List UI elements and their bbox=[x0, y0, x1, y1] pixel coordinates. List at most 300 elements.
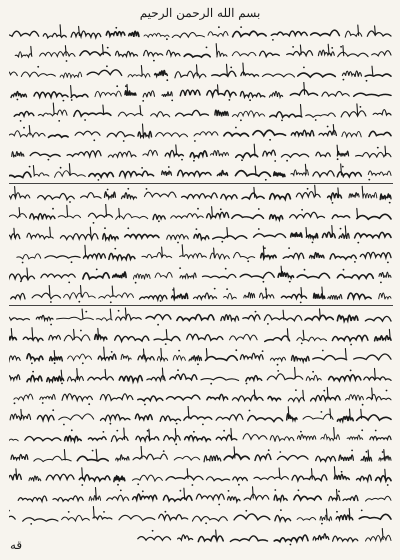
word-stroke bbox=[380, 194, 391, 200]
diacritic-dot bbox=[165, 511, 167, 513]
manuscript-line bbox=[9, 183, 393, 204]
word-stroke bbox=[290, 212, 325, 218]
diacritic-dot bbox=[375, 430, 377, 432]
word-stroke bbox=[88, 437, 106, 440]
word-stroke bbox=[217, 51, 227, 57]
letter-stroke bbox=[50, 227, 51, 237]
letter-stroke bbox=[279, 468, 280, 478]
word-stroke bbox=[342, 71, 361, 77]
word-stroke bbox=[207, 394, 228, 399]
word-stroke bbox=[332, 215, 350, 219]
word-stroke bbox=[337, 274, 373, 279]
letter-stroke bbox=[357, 208, 358, 218]
word-stroke bbox=[103, 234, 119, 240]
letter-stroke bbox=[372, 66, 373, 75]
word-stroke bbox=[175, 71, 206, 78]
diacritic-dot bbox=[331, 47, 333, 49]
manuscript-line bbox=[9, 326, 393, 346]
word-stroke bbox=[274, 172, 285, 178]
diacritic-dot bbox=[114, 248, 116, 250]
word-stroke bbox=[38, 110, 67, 116]
word-stroke bbox=[65, 436, 82, 441]
diacritic-dot bbox=[214, 288, 216, 290]
word-stroke bbox=[224, 454, 249, 460]
word-stroke bbox=[198, 536, 223, 542]
diacritic-dot bbox=[315, 119, 317, 121]
word-stroke bbox=[294, 495, 321, 500]
diacritic-dot bbox=[223, 430, 225, 432]
word-stroke bbox=[190, 151, 207, 157]
letter-stroke bbox=[254, 390, 255, 399]
diacritic-dot bbox=[295, 389, 297, 391]
diacritic-dot bbox=[71, 99, 73, 101]
word-stroke bbox=[233, 31, 267, 37]
word-stroke bbox=[376, 476, 391, 481]
word-stroke bbox=[133, 454, 167, 460]
word-stroke bbox=[100, 394, 133, 401]
diacritic-dot bbox=[175, 443, 177, 445]
word-stroke bbox=[210, 253, 229, 259]
diacritic-dot bbox=[290, 544, 292, 546]
manuscript-line bbox=[9, 244, 393, 264]
word-stroke bbox=[88, 213, 112, 218]
word-stroke bbox=[213, 236, 247, 239]
diacritic-dot bbox=[280, 509, 282, 511]
word-stroke bbox=[37, 415, 54, 420]
word-stroke bbox=[296, 192, 320, 198]
word-stroke bbox=[178, 535, 193, 540]
word-stroke bbox=[40, 52, 75, 57]
diacritic-dot bbox=[68, 511, 70, 513]
word-stroke bbox=[9, 131, 45, 137]
diacritic-dot bbox=[229, 99, 231, 101]
diacritic-dot bbox=[265, 179, 267, 181]
letter-stroke bbox=[104, 347, 105, 358]
letter-stroke bbox=[333, 125, 334, 135]
manuscript-line bbox=[9, 204, 393, 224]
diacritic-dot bbox=[116, 430, 118, 432]
word-stroke bbox=[9, 214, 26, 218]
word-stroke bbox=[224, 293, 237, 299]
diacritic-dot bbox=[249, 410, 251, 412]
word-stroke bbox=[144, 50, 163, 56]
word-stroke bbox=[254, 234, 286, 238]
diacritic-dot bbox=[210, 383, 212, 385]
diacritic-dot bbox=[220, 208, 222, 210]
word-stroke bbox=[75, 131, 100, 135]
word-stroke bbox=[268, 397, 281, 401]
letter-stroke bbox=[303, 330, 304, 339]
word-stroke bbox=[292, 475, 327, 481]
word-stroke bbox=[50, 357, 63, 361]
word-stroke bbox=[275, 516, 291, 522]
word-stroke bbox=[47, 376, 64, 381]
diacritic-dot bbox=[60, 167, 62, 169]
manuscript-line bbox=[9, 506, 393, 526]
diacritic-dot bbox=[177, 369, 179, 371]
word-stroke bbox=[379, 272, 391, 278]
word-stroke bbox=[15, 52, 32, 57]
word-stroke bbox=[297, 273, 330, 278]
diacritic-dot bbox=[235, 349, 237, 351]
word-stroke bbox=[232, 215, 264, 219]
word-stroke bbox=[306, 234, 317, 239]
word-stroke bbox=[30, 214, 55, 220]
word-stroke bbox=[9, 474, 21, 480]
word-stroke bbox=[79, 475, 110, 481]
word-stroke bbox=[113, 272, 126, 278]
word-stroke bbox=[41, 274, 75, 278]
diacritic-dot bbox=[235, 127, 237, 129]
word-stroke bbox=[322, 91, 349, 96]
word-stroke bbox=[281, 294, 306, 298]
letter-stroke bbox=[345, 349, 346, 359]
word-stroke bbox=[192, 516, 227, 521]
word-stroke bbox=[366, 535, 392, 541]
diacritic-dot bbox=[106, 65, 108, 67]
diacritic-dot bbox=[360, 106, 362, 108]
word-stroke bbox=[262, 74, 294, 77]
word-stroke bbox=[240, 272, 274, 278]
word-stroke bbox=[370, 436, 391, 440]
word-stroke bbox=[27, 375, 42, 381]
letter-stroke bbox=[162, 368, 163, 380]
diacritic-dot bbox=[141, 167, 143, 169]
diacritic-dot bbox=[366, 451, 368, 453]
word-stroke bbox=[11, 91, 27, 97]
word-stroke bbox=[206, 356, 238, 361]
diacritic-dot bbox=[258, 228, 260, 230]
word-stroke bbox=[375, 336, 391, 341]
diacritic-dot bbox=[351, 450, 353, 452]
word-stroke bbox=[221, 315, 239, 321]
handwriting-strokes bbox=[9, 386, 393, 406]
word-stroke bbox=[354, 93, 391, 96]
word-stroke bbox=[207, 90, 236, 96]
diacritic-dot bbox=[240, 119, 242, 121]
word-stroke bbox=[270, 215, 283, 220]
word-stroke bbox=[155, 272, 172, 277]
word-stroke bbox=[328, 193, 342, 199]
letter-stroke bbox=[74, 329, 75, 339]
diacritic-dot bbox=[343, 269, 345, 271]
letter-stroke bbox=[212, 207, 213, 217]
letter-stroke bbox=[32, 328, 33, 340]
word-stroke bbox=[155, 71, 168, 76]
word-stroke bbox=[172, 33, 204, 38]
word-stroke bbox=[357, 214, 391, 219]
diacritic-dot bbox=[337, 158, 339, 160]
word-stroke bbox=[106, 31, 125, 36]
word-stroke bbox=[270, 194, 291, 200]
diacritic-dot bbox=[354, 261, 356, 263]
word-stroke bbox=[338, 52, 368, 56]
diacritic-dot bbox=[205, 522, 207, 524]
page-marker: قه bbox=[10, 538, 23, 552]
word-stroke bbox=[9, 274, 35, 280]
letter-stroke bbox=[253, 487, 254, 498]
word-stroke bbox=[263, 150, 276, 156]
letter-stroke bbox=[362, 186, 363, 197]
word-stroke bbox=[313, 356, 347, 360]
letter-stroke bbox=[67, 205, 68, 216]
word-stroke bbox=[345, 31, 362, 37]
word-stroke bbox=[30, 152, 60, 156]
word-stroke bbox=[64, 335, 90, 341]
manuscript-line bbox=[9, 102, 393, 122]
diacritic-dot bbox=[258, 208, 260, 210]
word-stroke bbox=[67, 151, 101, 157]
manuscript-line bbox=[9, 305, 393, 326]
diacritic-dot bbox=[96, 269, 98, 271]
word-stroke bbox=[32, 293, 60, 299]
word-stroke bbox=[255, 454, 271, 460]
word-stroke bbox=[224, 132, 249, 136]
word-stroke bbox=[345, 395, 363, 401]
letter-stroke bbox=[227, 64, 228, 75]
diacritic-dot bbox=[84, 119, 86, 121]
word-stroke bbox=[109, 253, 135, 259]
word-stroke bbox=[116, 51, 138, 56]
letter-stroke bbox=[141, 66, 142, 76]
word-stroke bbox=[144, 192, 176, 197]
word-stroke bbox=[9, 316, 29, 320]
word-stroke bbox=[246, 376, 262, 381]
word-stroke bbox=[187, 334, 223, 340]
word-stroke bbox=[116, 214, 148, 220]
diacritic-dot bbox=[288, 247, 290, 249]
word-stroke bbox=[81, 193, 102, 199]
word-stroke bbox=[233, 477, 248, 481]
diacritic-dot bbox=[116, 85, 118, 87]
letter-stroke bbox=[182, 245, 183, 256]
diacritic-dot bbox=[246, 383, 248, 385]
diacritic-dot bbox=[361, 510, 363, 512]
letter-stroke bbox=[343, 46, 344, 56]
diacritic-dot bbox=[125, 85, 127, 87]
word-stroke bbox=[147, 375, 165, 380]
diacritic-dot bbox=[196, 228, 198, 230]
diacritic-dot bbox=[193, 431, 195, 433]
word-stroke bbox=[18, 496, 47, 501]
letter-stroke bbox=[330, 409, 331, 419]
word-stroke bbox=[367, 394, 391, 400]
word-stroke bbox=[29, 476, 41, 481]
word-stroke bbox=[242, 193, 264, 199]
manuscript-line bbox=[9, 466, 393, 486]
diacritic-dot bbox=[127, 227, 129, 229]
diacritic-dot bbox=[301, 209, 303, 211]
word-stroke bbox=[230, 536, 267, 542]
diacritic-dot bbox=[341, 471, 343, 473]
diacritic-dot bbox=[80, 330, 82, 332]
manuscript-line bbox=[9, 224, 393, 244]
word-stroke bbox=[270, 112, 302, 118]
diacritic-dot bbox=[110, 423, 112, 425]
diacritic-dot bbox=[17, 99, 19, 101]
word-stroke bbox=[9, 71, 17, 76]
diacritic-dot bbox=[178, 350, 180, 352]
word-stroke bbox=[271, 31, 307, 36]
word-stroke bbox=[274, 495, 287, 501]
word-stroke bbox=[201, 377, 239, 380]
word-stroke bbox=[347, 435, 363, 439]
letter-stroke bbox=[60, 25, 61, 36]
letter-stroke bbox=[103, 105, 104, 114]
letter-stroke bbox=[33, 166, 34, 176]
manuscript-line bbox=[9, 486, 393, 506]
diacritic-dot bbox=[228, 490, 230, 492]
word-stroke bbox=[313, 534, 329, 541]
diacritic-dot bbox=[377, 147, 379, 149]
word-stroke bbox=[365, 74, 391, 76]
handwriting-strokes bbox=[9, 366, 393, 386]
word-stroke bbox=[261, 253, 276, 258]
letter-stroke bbox=[214, 248, 215, 258]
manuscript-line bbox=[9, 284, 393, 304]
word-stroke bbox=[354, 354, 391, 360]
word-stroke bbox=[174, 456, 200, 460]
word-stroke bbox=[57, 317, 94, 320]
diacritic-dot bbox=[103, 431, 105, 433]
word-stroke bbox=[357, 475, 372, 481]
word-stroke bbox=[9, 31, 39, 36]
word-stroke bbox=[129, 31, 139, 37]
handwriting-strokes bbox=[9, 204, 393, 224]
manuscript-line bbox=[9, 366, 393, 386]
word-stroke bbox=[194, 293, 217, 299]
word-stroke bbox=[292, 355, 310, 361]
letter-stroke bbox=[161, 348, 162, 359]
word-stroke bbox=[34, 173, 49, 176]
diacritic-dot bbox=[147, 430, 149, 432]
word-stroke bbox=[369, 131, 391, 136]
word-stroke bbox=[337, 315, 358, 321]
diacritic-dot bbox=[42, 402, 44, 404]
word-stroke bbox=[23, 518, 58, 521]
word-stroke bbox=[160, 416, 180, 421]
handwriting-strokes bbox=[9, 486, 393, 506]
diacritic-dot bbox=[176, 423, 178, 425]
diacritic-dot bbox=[166, 38, 168, 40]
word-stroke bbox=[60, 234, 98, 240]
diacritic-dot bbox=[118, 310, 120, 312]
handwriting-strokes bbox=[9, 122, 393, 142]
manuscript-line bbox=[9, 386, 393, 406]
word-stroke bbox=[359, 514, 391, 519]
diacritic-dot bbox=[88, 403, 90, 405]
word-stroke bbox=[142, 253, 172, 258]
word-stroke bbox=[89, 496, 101, 501]
diacritic-dot bbox=[230, 67, 232, 69]
word-stroke bbox=[170, 374, 197, 380]
word-stroke bbox=[162, 92, 172, 97]
word-stroke bbox=[373, 110, 391, 116]
word-stroke bbox=[120, 171, 154, 177]
word-stroke bbox=[291, 233, 302, 238]
diacritic-dot bbox=[160, 300, 162, 302]
word-stroke bbox=[287, 51, 313, 56]
diacritic-dot bbox=[168, 166, 170, 168]
letter-stroke bbox=[328, 44, 329, 54]
word-stroke bbox=[184, 54, 210, 57]
word-stroke bbox=[243, 434, 267, 440]
diacritic-dot bbox=[368, 179, 370, 181]
handwriting-strokes bbox=[9, 22, 393, 42]
word-stroke bbox=[269, 91, 282, 97]
diacritic-dot bbox=[304, 269, 306, 271]
word-stroke bbox=[138, 131, 152, 137]
word-stroke bbox=[379, 293, 391, 299]
word-stroke bbox=[311, 395, 341, 401]
word-stroke bbox=[180, 90, 200, 96]
diacritic-dot bbox=[120, 490, 122, 492]
diacritic-dot bbox=[23, 127, 25, 129]
word-stroke bbox=[364, 377, 391, 380]
word-stroke bbox=[71, 31, 101, 38]
diacritic-dot bbox=[340, 46, 342, 48]
letter-stroke bbox=[176, 145, 177, 155]
word-stroke bbox=[342, 131, 361, 136]
diacritic-dot bbox=[300, 431, 302, 433]
handwriting-strokes bbox=[9, 306, 393, 326]
letter-stroke bbox=[341, 164, 342, 175]
letter-stroke bbox=[312, 469, 313, 479]
diacritic-dot bbox=[249, 99, 251, 101]
word-stroke bbox=[234, 252, 255, 258]
word-stroke bbox=[119, 376, 142, 382]
diacritic-dot bbox=[321, 523, 323, 525]
letter-stroke bbox=[254, 187, 255, 197]
diacritic-dot bbox=[48, 159, 50, 161]
word-stroke bbox=[260, 51, 280, 56]
word-stroke bbox=[9, 172, 31, 177]
word-stroke bbox=[40, 394, 55, 399]
word-stroke bbox=[121, 354, 131, 360]
handwriting-strokes bbox=[9, 326, 393, 346]
diacritic-dot bbox=[267, 323, 269, 325]
manuscript-line bbox=[9, 264, 393, 284]
diacritic-dot bbox=[338, 491, 340, 493]
word-stroke bbox=[116, 314, 142, 320]
word-stroke bbox=[310, 253, 325, 259]
word-stroke bbox=[196, 494, 224, 500]
word-stroke bbox=[43, 33, 66, 38]
letter-stroke bbox=[125, 308, 126, 318]
word-stroke bbox=[140, 295, 167, 300]
word-stroke bbox=[138, 396, 163, 401]
word-stroke bbox=[151, 112, 170, 117]
letter-stroke bbox=[144, 349, 145, 359]
word-stroke bbox=[99, 293, 134, 298]
diacritic-dot bbox=[269, 139, 271, 141]
word-stroke bbox=[228, 497, 241, 502]
manuscript-line bbox=[9, 82, 393, 102]
word-stroke bbox=[60, 72, 82, 77]
manuscript-line bbox=[9, 42, 393, 62]
word-stroke bbox=[156, 133, 188, 137]
word-stroke bbox=[62, 515, 90, 521]
word-stroke bbox=[138, 536, 171, 540]
word-stroke bbox=[27, 233, 53, 239]
word-stroke bbox=[194, 132, 218, 136]
word-stroke bbox=[38, 193, 75, 199]
handwriting-strokes bbox=[9, 446, 393, 466]
word-stroke bbox=[297, 435, 316, 440]
diacritic-dot bbox=[146, 188, 148, 190]
word-stroke bbox=[53, 496, 83, 501]
word-stroke bbox=[88, 377, 114, 380]
